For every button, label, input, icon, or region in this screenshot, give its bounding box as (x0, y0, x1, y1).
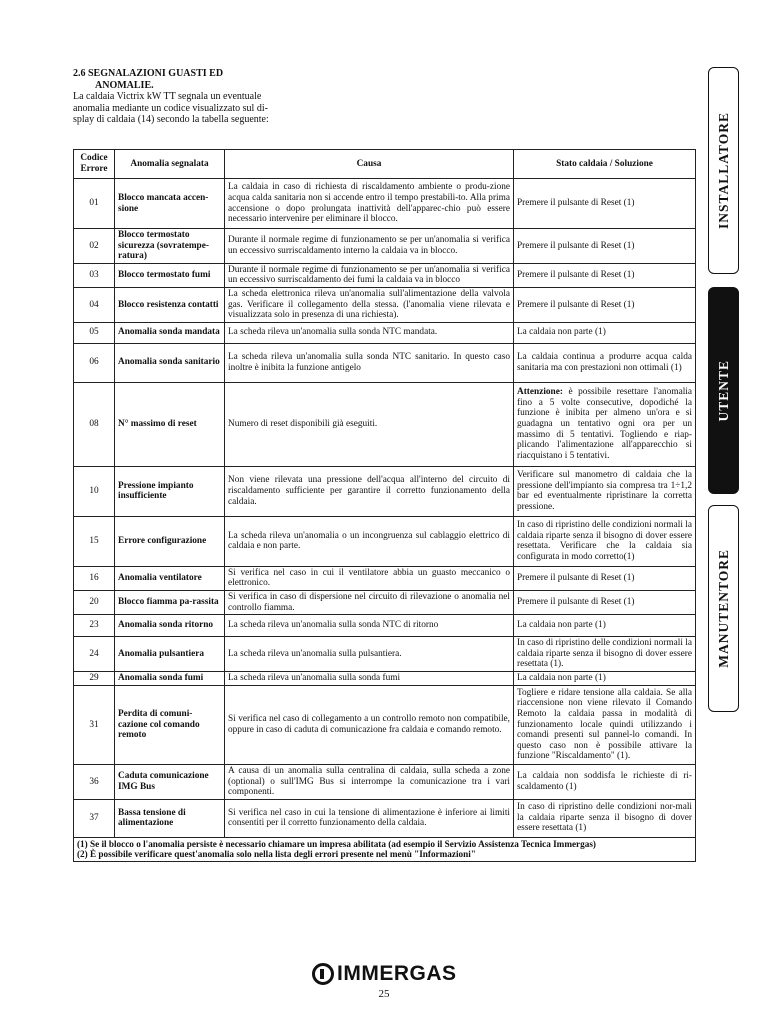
page-number: 25 (378, 988, 390, 1000)
intro-line: La caldaia Victrix kW TT segnala un eventuale (73, 91, 262, 102)
section-header (73, 68, 278, 126)
error-code: 29 (74, 671, 115, 685)
solution-cell: La caldaia non parte (1) (514, 322, 696, 343)
anomaly-cell: Anomalia pulsantiera (115, 637, 225, 672)
table-row (74, 799, 696, 837)
anomaly-cell: Pressione impianto insufficiente (115, 466, 225, 516)
cause-cell: Si verifica nel caso in cui il ventilatore abbia un guasto meccanico o elettronico. (225, 566, 514, 590)
footnote-row (74, 837, 696, 861)
error-code: 16 (74, 566, 115, 590)
solution-cell: Premere il pulsante di Reset (1) (514, 566, 696, 590)
tab-manutentore[interactable] (708, 505, 739, 712)
anomaly-cell: Anomalia sonda ritorno (115, 615, 225, 637)
header-cause: Causa (225, 150, 514, 179)
immergas-logo (312, 962, 457, 986)
tab-label: UTENTE (715, 359, 731, 422)
solution-cell: La caldaia non parte (1) (514, 671, 696, 685)
solution-cell: Premere il pulsante di Reset (1) (514, 263, 696, 287)
table-header-row (74, 150, 696, 179)
header-solution: Stato caldaia / Soluzione (514, 150, 696, 179)
table-row (74, 590, 696, 614)
error-code: 10 (74, 466, 115, 516)
solution-cell: In caso di ripristino delle condizioni nor-mali la caldaia riparte senza il bisogno di dover essere resettata (1) (514, 799, 696, 837)
solution-warning: Attenzione: (517, 387, 563, 398)
cause-cell: Non viene rilevata una pressione dell'acqua all'interno del circuito di riscaldamento sufficiente per garantire il corretto funzionamento della caldaia. (225, 466, 514, 516)
section-title-cont: ANOMALIE. (95, 79, 154, 91)
error-code: 03 (74, 263, 115, 287)
cause-cell: Numero di reset disponibili già eseguiti. (225, 382, 514, 466)
cause-cell: Durante il normale regime di funzionamento se per un'anomalia si verifica un eccessivo surriscaldamento interno la caldaia va in blocco. (225, 229, 514, 264)
table-row (74, 637, 696, 672)
anomaly-cell: Errore configurazione (115, 516, 225, 566)
anomaly-cell: Blocco mancata accen-sione (115, 179, 225, 229)
solution-cell: In caso di ripristino delle condizioni normali la caldaia riparte senza il bisogno di dover essere resettata (1). (514, 637, 696, 672)
table-row (74, 671, 696, 685)
cause-cell: La caldaia in caso di richiesta di riscaldamento ambiente o produ-zione acqua calda sanitaria non si accende entro il tempo prestabili-to. Alla prima accensione o dopo prolungata inattività dell'apparec-chio può essere necessario intervenire per eliminare il blocco. (225, 179, 514, 229)
table-row (74, 466, 696, 516)
solution-cell: La caldaia continua a produrre acqua calda sanitaria ma con prestazioni non ottimali (1) (514, 343, 696, 382)
cause-cell: Si verifica in caso di dispersione nel circuito di rilevazione o anomalia nel controllo fiamma. (225, 590, 514, 614)
solution-cell: Premere il pulsante di Reset (1) (514, 229, 696, 264)
intro-line: splay di caldaia (14) secondo la tabella seguente: (73, 114, 269, 125)
table-row (74, 179, 696, 229)
anomaly-cell: Anomalia ventilatore (115, 566, 225, 590)
footnote: (1) Se il blocco o l'anomalia persiste è necessario chiamare un impresa abilitata (ad esempio il Servizio Assistenza Tecnica Immergas) (77, 838, 596, 849)
anomaly-cell: Blocco resistenza contatti (115, 287, 225, 322)
tab-installatore[interactable] (708, 67, 739, 274)
anomaly-cell: N° massimo di reset (115, 382, 225, 466)
cause-cell: La scheda rileva un'anomalia sulla sonda fumi (225, 671, 514, 685)
table-row (74, 516, 696, 566)
tab-label: INSTALLATORE (715, 111, 731, 230)
cause-cell: Si verifica nel caso in cui la tensione di alimentazione è inferiore ai limiti consentiti per il corretto funzionamento della caldaia. (225, 799, 514, 837)
solution-cell: Premere il pulsante di Reset (1) (514, 287, 696, 322)
anomaly-cell: Blocco termostato sicurezza (sovratempe-ratura) (115, 229, 225, 264)
cause-cell: La scheda rileva un'anomalia sulla sonda NTC mandata. (225, 322, 514, 343)
anomaly-cell: Anomalia sonda fumi (115, 671, 225, 685)
table-row (74, 615, 696, 637)
solution-cell: Verificare sul manometro di caldaia che la pressione dell'impianto sia compresa tra 1÷1,2 bar ed eventualmente ripristinare la corretta pressione. (514, 466, 696, 516)
anomaly-cell: Blocco fiamma pa-rassita (115, 590, 225, 614)
solution-cell: In caso di ripristino delle condizioni normali la caldaia riparte senza il bisogno di dover essere resettata. Verificare che la caldaia sia configurata in modo corretto(1) (514, 516, 696, 566)
table-row (74, 685, 696, 764)
header-anomaly: Anomalia segnalata (115, 150, 225, 179)
error-table (73, 149, 696, 862)
error-code: 23 (74, 615, 115, 637)
cause-cell: Si verifica nel caso di collegamento a un controllo remoto non compatibile, oppure in caso di caduta di comunicazione fra caldaia e comando remoto. (225, 685, 514, 764)
header-code: Codice Errore (74, 150, 115, 179)
solution-cell: Premere il pulsante di Reset (1) (514, 590, 696, 614)
brand-mark-icon (312, 963, 334, 985)
error-code: 20 (74, 590, 115, 614)
error-code: 02 (74, 229, 115, 264)
cause-cell: La scheda rileva un'anomalia sulla sonda NTC sanitario. In questo caso inoltre è inibita la funzione antigelo (225, 343, 514, 382)
table-row (74, 287, 696, 322)
anomaly-cell: Caduta comunicazione IMG Bus (115, 764, 225, 799)
solution-cell: La caldaia non parte (1) (514, 615, 696, 637)
solution-cell (514, 382, 696, 466)
table-row (74, 382, 696, 466)
error-code: 06 (74, 343, 115, 382)
error-code: 15 (74, 516, 115, 566)
brand-name: IMMERGAS (337, 962, 457, 985)
anomaly-cell: Perdita di comuni-cazione col comando remoto (115, 685, 225, 764)
section-title: 2.6 SEGNALAZIONI GUASTI ED (73, 68, 224, 79)
cause-cell: La scheda elettronica rileva un'anomalia sull'alimentazione della valvola gas. Verificare il collegamento della stessa. (l'anomalia viene rilevata e visualizzata solo in presenza di una richiesta). (225, 287, 514, 322)
solution-cell: La caldaia non soddisfa le richieste di ri-scaldamento (1) (514, 764, 696, 799)
cause-cell: A causa di un anomalia sulla centralina di caldaia, sulla scheda a zone (optional) o sull'IMG Bus si interrompe la comunicazione tra i vari componenti. (225, 764, 514, 799)
anomaly-cell: Anomalia sonda mandata (115, 322, 225, 343)
table-row (74, 343, 696, 382)
tab-utente[interactable] (708, 287, 739, 494)
anomaly-cell: Anomalia sonda sanitario (115, 343, 225, 382)
error-code: 08 (74, 382, 115, 466)
cause-cell: La scheda rileva un'anomalia o un incongruenza sul cablaggio elettrico di caldaia e non parte. (225, 516, 514, 566)
error-code: 37 (74, 799, 115, 837)
table-row (74, 263, 696, 287)
anomaly-cell: Bassa tensione di alimentazione (115, 799, 225, 837)
table-row (74, 229, 696, 264)
solution-cell: Premere il pulsante di Reset (1) (514, 179, 696, 229)
error-code: 24 (74, 637, 115, 672)
table-row (74, 322, 696, 343)
solution-cell: Togliere e ridare tensione alla caldaia. Se alla riaccensione non viene rilevato il Comando Remoto la caldaia passa in modalità di funzionamento locale quindi utilizzando i comandi presenti sul pannel-lo comandi. In questo caso non è possibile attivare la funzione "Riscaldamento" (1). (514, 685, 696, 764)
tab-label: MANUTENTORE (715, 549, 731, 668)
footnote: (2) È possibile verificare quest'anomalia solo nella lista degli errori presente nel menù "Informazioni" (77, 849, 476, 860)
error-code: 05 (74, 322, 115, 343)
cause-cell: La scheda rileva un'anomalia sulla pulsantiera. (225, 637, 514, 672)
error-code: 04 (74, 287, 115, 322)
table-row (74, 566, 696, 590)
error-code: 01 (74, 179, 115, 229)
cause-cell: La scheda rileva un'anomalia sulla sonda NTC di ritorno (225, 615, 514, 637)
intro-line: anomalia mediante un codice visualizzato sul di- (73, 102, 268, 114)
solution-text: è possibile resettare l'anomalia fino a 5 volte consecutive, dopodiché la funzione è inibita per almeno un'ora e si guadagna un tentativo ogni ora per un massimo di 5 tentativi. Togliendo e riap-plicando l'alimentazione all'apparecchio si riacquistano i 5 tentativi. (517, 387, 692, 461)
error-code: 31 (74, 685, 115, 764)
anomaly-cell: Blocco termostato fumi (115, 263, 225, 287)
error-code: 36 (74, 764, 115, 799)
cause-cell: Durante il normale regime di funzionamento se per un'anomalia si verifica un eccessivo surriscaldamento dei fumi la caldaia va in blocco (225, 263, 514, 287)
table-row (74, 764, 696, 799)
